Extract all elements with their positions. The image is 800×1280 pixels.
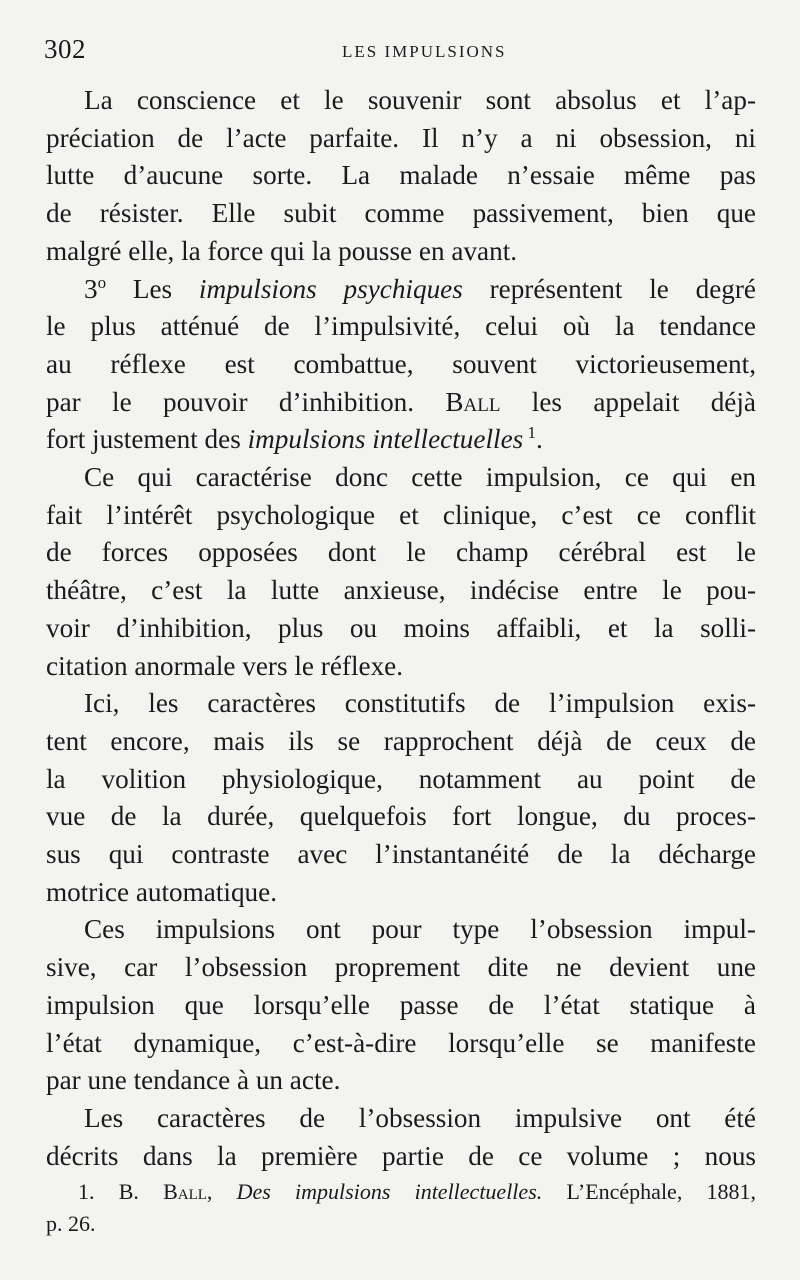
text-line [46,271,756,309]
body-text [46,82,756,1175]
footnote-line: p. 26. [46,1211,96,1236]
line-fragment: représentent le degré [462,273,756,304]
footnote-line [46,1176,756,1208]
text-line: par une tendance à un acte. [46,1065,341,1096]
footnote-number: 1. B. [78,1179,164,1204]
text-line: l’état dynamique, c’est-à-dire lorsqu’elle se manifeste [46,1027,756,1058]
text-line: décrits dans la première partie de ce volume ; nous [46,1140,756,1171]
text-line: préciation de l’acte parfaite. Il n’y a ni obsession, ni [46,122,756,153]
text-line: malgré elle, la force qui la pousse en avant. [46,235,518,266]
page-header [44,34,756,68]
footnotes [46,1176,756,1240]
text-line: voir d’inhibition, plus ou moins affaibli, et la solli- [46,612,756,643]
text-line: fait l’intérêt psychologique et clinique, c’est ce conflit [46,499,756,530]
text-line: Ce qui caractérise donc cette impulsion, ce qui en [84,462,756,493]
text-line: théâtre, c’est la lutte anxieuse, indécise entre le pou- [46,575,756,606]
text-line: sive, car l’obsession proprement dite ne devient une [46,952,756,983]
text-line: impulsion que lorsqu’elle passe de l’état statique à [46,989,756,1020]
author-name: Ball [163,1179,207,1204]
line-fragment: . [535,424,543,455]
line-fragment: fort justement des [46,424,248,455]
author-name: Ball [445,386,501,417]
italic-term: impulsions psychiques [198,273,463,304]
text-line: Les caractères de l’obsession impulsive ont été [84,1102,756,1133]
line-fragment: Les [106,273,199,304]
text-line: de résister. Elle subit comme passivement, bien que [46,198,756,229]
text-line: tent encore, mais ils se rapprochent déjà de ceux de [46,725,756,756]
text-line: vue de la durée, quelquefois fort longue, du proces- [46,801,756,832]
text-line [46,421,756,459]
running-head: LES IMPULSIONS [342,42,507,61]
ordinal-superscript: o [97,272,107,292]
section-numeral: 3 [84,273,98,304]
italic-title: Des impulsions intellectuelles. [236,1179,543,1204]
text-line: la volition physiologique, notamment au point de [46,763,756,794]
text-line [46,384,756,422]
page-number: 302 [44,34,86,64]
italic-term: impulsions intellectuelles [247,424,524,455]
text-line: citation anormale vers le réflexe. [46,650,404,681]
line-fragment: L’Encéphale, 1881, [542,1179,757,1204]
text-line: le plus atténué de l’impulsivité, celui où la tendance [46,311,756,342]
text-line: de forces opposées dont le champ cérébral est le [46,537,756,568]
line-fragment: , [206,1179,237,1204]
text-line: au réflexe est combattue, souvent victorieusement, [46,348,756,379]
line-fragment: par le pouvoir d’inhibition. [46,386,446,417]
text-line: La conscience et le souvenir sont absolus et l’ap- [84,85,756,115]
text-line: sus qui contraste avec l’instantanéité de la décharge [46,839,756,870]
text-line: lutte d’aucune sorte. La malade n’essaie même pas [46,160,756,191]
text-line: Ici, les caractères constitutifs de l’impulsion exis- [84,688,756,719]
text-line: Ces impulsions ont pour type l’obsession impul- [84,914,756,945]
footnote-reference: 1 [523,423,536,443]
text-line: motrice automatique. [46,876,278,907]
line-fragment: les appelait déjà [500,386,756,417]
